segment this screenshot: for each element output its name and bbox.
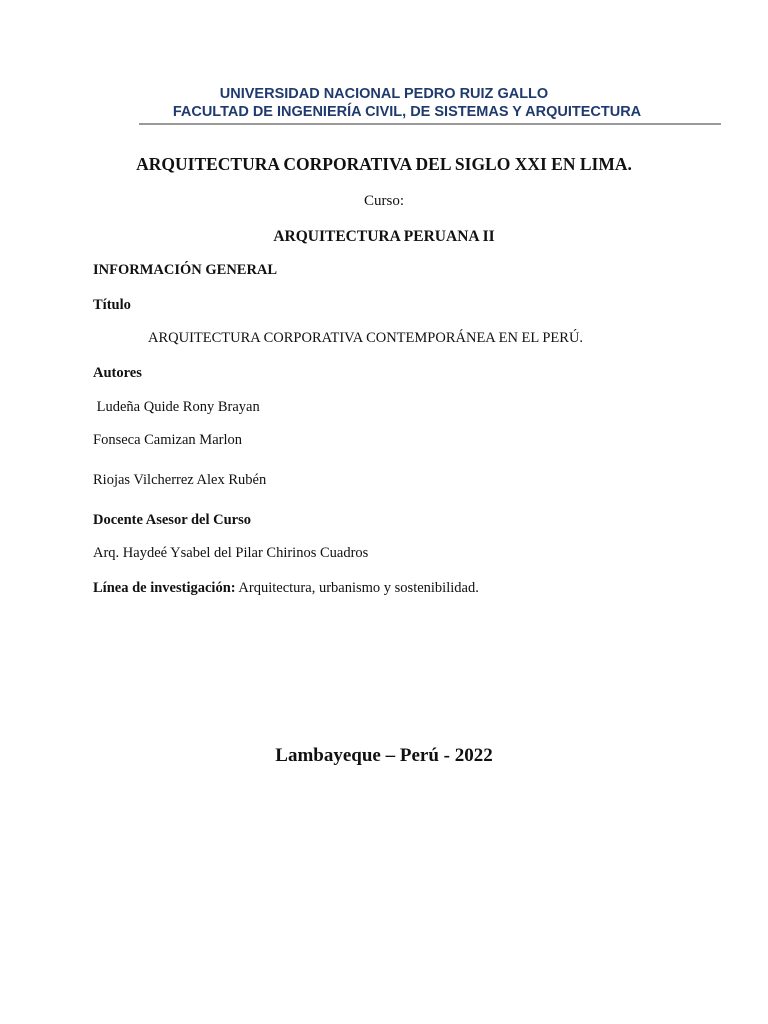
research-line-label: Línea de investigación: xyxy=(93,580,236,596)
document-title: ARQUITECTURA CORPORATIVA DEL SIGLO XXI EN LIMA. xyxy=(136,154,632,174)
place-and-year: Lambayeque – Perú - 2022 xyxy=(275,745,493,766)
author-item: Fonseca Camizan Marlon xyxy=(93,432,242,448)
general-info-heading: INFORMACIÓN GENERAL xyxy=(93,262,278,278)
thesis-title: ARQUITECTURA CORPORATIVA CONTEMPORÁNEA EN EL PERÚ. xyxy=(148,330,584,346)
header-divider xyxy=(139,123,721,125)
research-line xyxy=(93,580,479,597)
advisor-heading: Docente Asesor del Curso xyxy=(93,512,252,528)
author-item: Ludeña Quide Rony Brayan xyxy=(93,399,260,415)
author-item: Riojas Vilcherrez Alex Rubén xyxy=(93,472,267,488)
course-name: ARQUITECTURA PERUANA II xyxy=(273,228,495,245)
faculty-name: FACULTAD DE INGENIERÍA CIVIL, DE SISTEMAS Y ARQUITECTURA xyxy=(172,104,642,120)
course-label: Curso: xyxy=(363,193,404,209)
authors-heading: Autores xyxy=(93,365,142,381)
university-name: UNIVERSIDAD NACIONAL PEDRO RUIZ GALLO xyxy=(219,86,549,102)
title-heading: Título xyxy=(93,297,131,313)
advisor-name: Arq. Haydeé Ysabel del Pilar Chirinos Cuadros xyxy=(93,545,369,561)
research-line-value: Arquitectura, urbanismo y sostenibilidad. xyxy=(235,580,479,596)
